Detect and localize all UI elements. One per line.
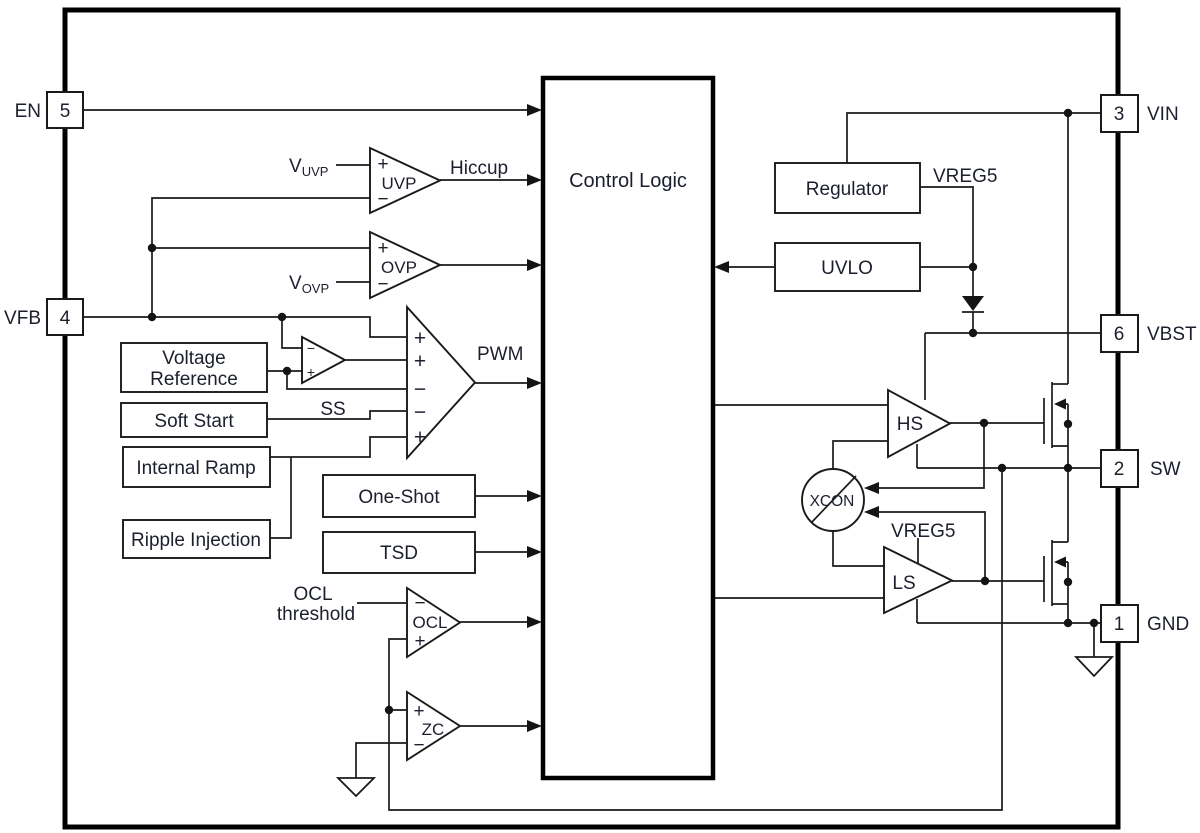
ground-symbol-gnd-icon xyxy=(1076,657,1112,676)
tsd-label: TSD xyxy=(380,543,418,564)
ss-signal-label: SS xyxy=(320,399,346,420)
pwm-input2-plus: + xyxy=(413,350,427,373)
pin-sw xyxy=(1101,450,1181,487)
junction-dot xyxy=(981,577,989,585)
vreg5-top-label: VREG5 xyxy=(933,166,998,187)
zc-label: ZC xyxy=(421,720,445,739)
junction-dot xyxy=(385,706,393,714)
junction-dot xyxy=(148,244,156,252)
ovp-label: OVP xyxy=(381,258,417,277)
function-blocks xyxy=(121,163,920,573)
arrow-uvlo-icon xyxy=(714,261,729,273)
soft-start-label: Soft Start xyxy=(154,411,234,432)
ground-symbol-zc-icon xyxy=(338,778,374,796)
arrow-hiccup-icon xyxy=(527,174,542,186)
wire-ripple-injection xyxy=(270,457,291,538)
internal-ramp-label: Internal Ramp xyxy=(136,458,256,479)
wire-vbst xyxy=(925,333,1101,400)
arrow-tsd-icon xyxy=(527,546,542,558)
pin-label-vin: VIN xyxy=(1147,104,1179,125)
wire-hs-fet-source xyxy=(1052,404,1068,468)
junction-dot xyxy=(1064,109,1072,117)
regulator-label: Regulator xyxy=(805,179,889,200)
pwm-input3-minus: − xyxy=(413,378,427,401)
arrow-ocl-icon xyxy=(527,616,542,628)
xcon-label: XCON xyxy=(809,493,855,510)
junction-dot xyxy=(969,263,977,271)
pin-label-vfb: VFB xyxy=(4,308,41,329)
junction-dot xyxy=(1064,619,1072,627)
vovp-subscript: OVP xyxy=(301,281,330,296)
wire-xcon-to-hs xyxy=(833,441,888,469)
uvlo-label: UVLO xyxy=(821,258,873,279)
xcon-block xyxy=(802,469,864,531)
vreg5-bottom-label: VREG5 xyxy=(891,521,956,542)
ls-driver-label: LS xyxy=(892,573,916,594)
pin-vin xyxy=(1101,95,1179,132)
hs-driver xyxy=(888,390,950,457)
vuvp-base: V xyxy=(289,156,302,177)
arrow-xcon-ls-icon xyxy=(864,506,879,518)
one-shot-label: One-Shot xyxy=(358,487,440,508)
zc-comparator xyxy=(407,692,460,760)
bootstrap-diode-icon xyxy=(962,296,984,311)
pwm-input5-plus: + xyxy=(413,426,427,449)
ls-fet-body-arrow-icon xyxy=(1054,557,1066,568)
hs-mosfet-icon xyxy=(1044,382,1066,448)
ocl-comparator xyxy=(407,588,460,657)
wire-zc-minus-gnd xyxy=(356,743,406,778)
wire-vfb-branch-uvp xyxy=(152,198,370,317)
arrow-xcon-hs-icon xyxy=(864,482,879,494)
voltage-reference-label-line2: Reference xyxy=(150,369,238,390)
wire-xcon-to-ls xyxy=(833,531,884,566)
ripple-injection-label: Ripple Injection xyxy=(131,530,261,551)
pin-label-en: EN xyxy=(14,101,41,122)
pwm-input1-plus: + xyxy=(413,327,427,350)
hiccup-signal-label: Hiccup xyxy=(450,158,509,179)
vovp-threshold-label xyxy=(289,273,329,296)
wire-sw-line xyxy=(917,444,1101,468)
pwm-signal-label: PWM xyxy=(477,344,524,365)
ovp-minus-sign: − xyxy=(377,274,389,295)
vuvp-subscript: UVP xyxy=(301,164,329,179)
wire-internal-ramp xyxy=(270,437,406,457)
wire-gnd-line xyxy=(917,599,1101,623)
wire-regulator-out xyxy=(920,187,973,296)
control-logic-label: Control Logic xyxy=(569,170,687,192)
uvp-plus-sign: + xyxy=(377,154,389,175)
pin-gnd xyxy=(1101,605,1189,642)
ocl-threshold-label-line2: threshold xyxy=(276,604,356,625)
pin-vfb xyxy=(4,299,83,335)
junction-dot xyxy=(283,367,291,375)
uvp-minus-sign: − xyxy=(377,189,389,210)
pin-number-en: 5 xyxy=(59,101,71,122)
hs-driver-label: HS xyxy=(896,414,924,435)
ovp-plus-sign: + xyxy=(377,238,389,259)
pin-number-vin: 3 xyxy=(1113,104,1125,125)
arrow-ovp-icon xyxy=(527,259,542,271)
wire-ls-fet-drain xyxy=(1052,468,1068,542)
wire-ls-fet-source xyxy=(1052,562,1068,623)
pin-label-gnd: GND xyxy=(1147,614,1190,635)
pin-number-vbst: 6 xyxy=(1113,324,1125,345)
pin-number-gnd: 1 xyxy=(1113,614,1125,635)
pin-en xyxy=(15,92,83,128)
hs-fet-body-arrow-icon xyxy=(1054,399,1066,410)
junction-dot xyxy=(1064,464,1072,472)
arrow-pwm-icon xyxy=(527,377,542,389)
arrow-zc-icon xyxy=(527,720,542,732)
uvp-label: UVP xyxy=(381,174,417,193)
junction-dot xyxy=(1090,619,1098,627)
pin-number-vfb: 4 xyxy=(59,308,71,329)
zc-plus-sign: + xyxy=(413,701,425,722)
vovp-base: V xyxy=(289,273,302,294)
junction-dot xyxy=(998,464,1006,472)
pwm-comparator xyxy=(407,307,475,458)
wire-vin-line xyxy=(847,113,1101,163)
pin-label-sw: SW xyxy=(1150,459,1181,480)
ocl-minus-sign: − xyxy=(414,593,426,614)
ocl-label: OCL xyxy=(412,613,448,632)
pin-label-vbst: VBST xyxy=(1147,324,1197,345)
arrow-en-icon xyxy=(527,104,542,116)
pin-vbst xyxy=(1101,315,1197,352)
wire-erramp-minus xyxy=(282,317,302,348)
zc-minus-sign: − xyxy=(413,735,425,756)
error-amp-minus-sign: − xyxy=(306,340,316,356)
junction-dot xyxy=(980,419,988,427)
pin-number-sw: 2 xyxy=(1113,459,1125,480)
ocl-threshold-label-line1: OCL xyxy=(293,584,333,605)
arrow-oneshot-icon xyxy=(527,490,542,502)
ovp-comparator xyxy=(370,232,440,298)
voltage-reference-label-line1: Voltage xyxy=(162,348,226,369)
pwm-input4-minus: − xyxy=(413,401,427,424)
ocl-plus-sign: + xyxy=(414,631,426,652)
junction-dot xyxy=(1064,420,1072,428)
junction-dot xyxy=(148,313,156,321)
wire-vfb-main xyxy=(83,317,406,337)
error-amplifier xyxy=(302,337,345,383)
uvp-comparator xyxy=(370,148,440,213)
error-amp-plus-sign: + xyxy=(306,364,316,380)
ls-mosfet-icon xyxy=(1044,540,1066,606)
vuvp-threshold-label xyxy=(289,156,328,179)
junction-dot xyxy=(969,329,977,337)
junction-dot xyxy=(278,313,286,321)
junction-dot xyxy=(1064,578,1072,586)
